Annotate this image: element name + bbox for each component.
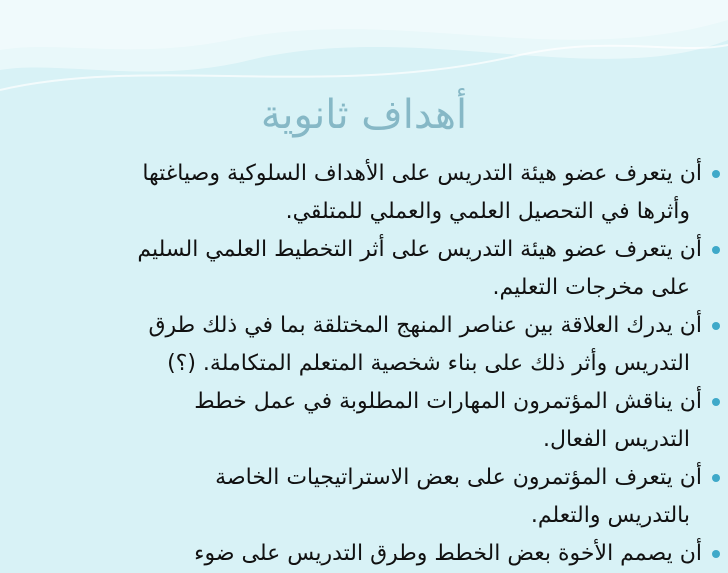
bullet-icon xyxy=(712,550,720,558)
list-item xyxy=(40,307,720,383)
list-item-line: أن يصمم الأخوة بعض الخطط وطرق التدريس على ضوء xyxy=(194,541,702,566)
list-item xyxy=(40,155,720,231)
list-item-line: أن يتعرف المؤتمرون على بعض الاستراتيجيات الخاصة xyxy=(215,465,702,490)
bullet-icon xyxy=(712,322,720,330)
list-item-line: أن يناقش المؤتمرون المهارات المطلوبة في عمل خطط xyxy=(194,389,702,414)
list-item xyxy=(40,535,720,573)
list-item-line: أن يتعرف عضو هيئة التدريس على أثر التخطيط العلمي السليم xyxy=(137,237,702,262)
list-item-line: بالتدريس والتعلم. xyxy=(530,503,690,528)
list-item-line: وأثرها في التحصيل العلمي والعملي للمتلقي. xyxy=(285,199,690,224)
bullet-icon xyxy=(712,170,720,178)
bullet-icon xyxy=(712,474,720,482)
list-item xyxy=(40,231,720,307)
list-item-line: التدريس الفعال. xyxy=(542,427,690,452)
bullet-icon xyxy=(712,246,720,254)
list-item-line: التدريس وأثر ذلك على بناء شخصية المتعلم المتكاملة. (؟) xyxy=(167,351,690,376)
bullet-icon xyxy=(712,398,720,406)
list-item-line: أن يتعرف عضو هيئة التدريس على الأهداف السلوكية وصياغتها xyxy=(142,161,702,186)
list-item-line: على مخرجات التعليم. xyxy=(492,275,690,300)
list-item xyxy=(40,459,720,535)
list-item xyxy=(40,383,720,459)
slide-title: أهداف ثانوية xyxy=(260,92,468,138)
list-item-line: أن يدرك العلاقة بين عناصر المنهج المختلقة بما في ذلك طرق xyxy=(148,313,702,338)
objectives-list xyxy=(40,155,720,573)
